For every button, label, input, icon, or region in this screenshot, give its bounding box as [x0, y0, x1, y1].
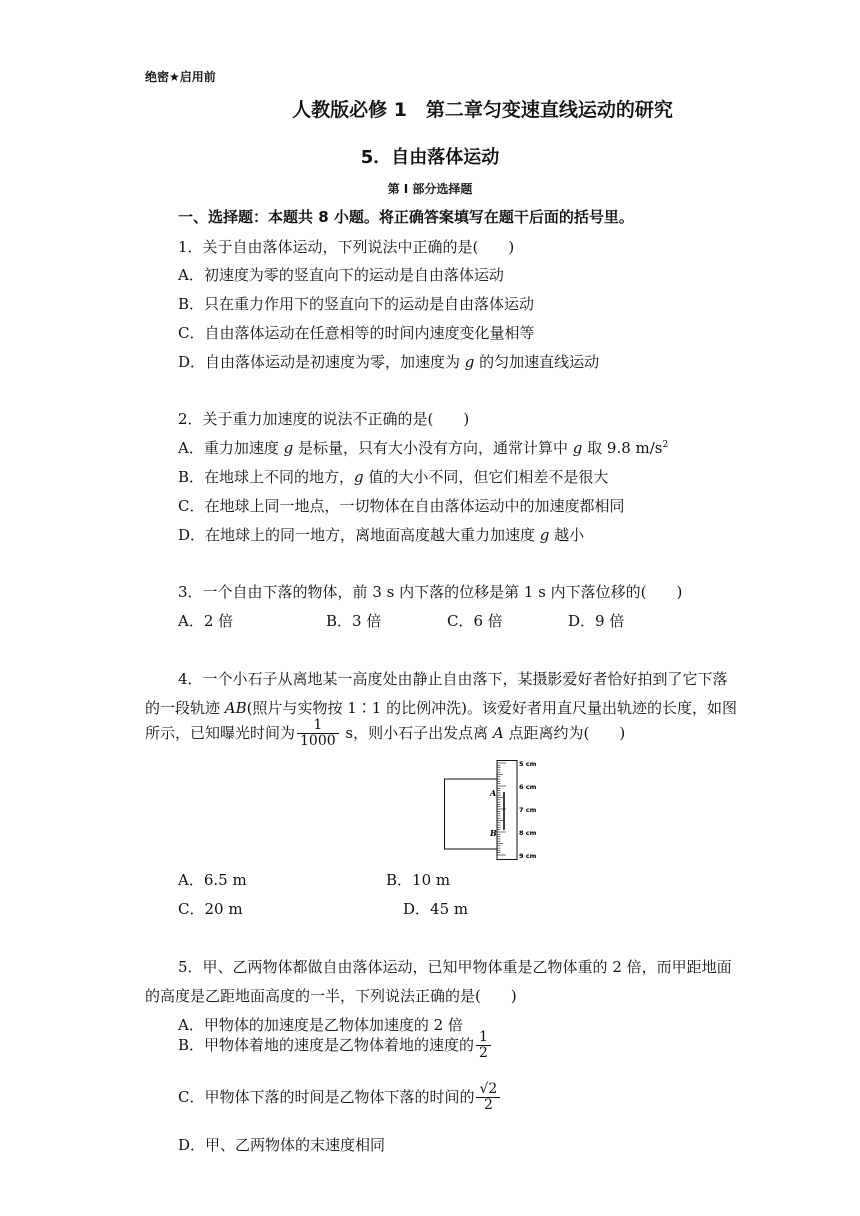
q5-option-a: A．甲物体的加速度是乙物体加速度的 2 倍	[178, 1016, 463, 1034]
q2-b-text: B．在地球上不同的地方，	[178, 468, 355, 486]
ruler-tick-labels	[519, 760, 537, 860]
q4-stem-line2	[145, 697, 737, 718]
ruler-tick-label: 7 cm	[519, 806, 537, 814]
q4-option-a: A．6.5 m	[178, 871, 247, 889]
ruler-tick-label: 8 cm	[519, 829, 537, 837]
ruler	[497, 761, 517, 860]
q3-option-c: C．6 倍	[447, 612, 503, 630]
secret-label: 绝密★启用前	[145, 70, 216, 84]
q2-option-c: C．在地球上同一地点，一切物体在自由落体运动中的加速度都相同	[178, 497, 625, 515]
q2-a-sup: 2	[662, 440, 669, 450]
q4-line2-text-end: (照片与实物按 1∶1 的比例冲洗)。该爱好者用直尺量出轨迹的长度，如图	[246, 699, 737, 717]
q2-a-g2: g	[572, 439, 583, 457]
q2-b-text-end: 值的大小不同，但它们相差不是很大	[363, 468, 609, 486]
q4-line2-text: 的一段轨迹	[145, 699, 225, 717]
q5-stem-line2: 的高度是乙距地面高度的一半，下列说法正确的是( )	[145, 987, 517, 1005]
ruler-figure	[444, 760, 544, 860]
q4-stem-line1: 4．一个小石子从离地某一高度处由静止自由落下，某摄影爱好者恰好拍到了它下落	[178, 670, 728, 688]
label-a: A	[490, 788, 497, 798]
q4-stem-line3	[145, 718, 625, 750]
q4-option-c: C．20 m	[178, 900, 243, 918]
q5-option-b	[178, 1030, 493, 1062]
q4-line2-ab: AB	[224, 699, 247, 717]
q5-c-fraction	[476, 1082, 500, 1114]
q4-exposure-fraction	[297, 718, 339, 750]
q4-line3-text: 所示，已知曝光时间为	[145, 723, 296, 742]
q2-a-text-mid: 是标量，只有大小没有方向，通常计算中	[293, 439, 573, 457]
q2-a-text: A．重力加速度	[178, 439, 284, 457]
q2-a-g: g	[283, 439, 294, 457]
q5-option-d: D．甲、乙两物体的末速度相同	[178, 1136, 386, 1154]
fraction-denominator: 2	[479, 1045, 488, 1062]
q1-option-b: B．只在重力作用下的竖直向下的运动是自由落体运动	[178, 295, 535, 313]
fraction-numerator: √2	[476, 1082, 500, 1098]
q4-option-d: D．45 m	[403, 900, 469, 918]
section-heading: 一、选择题：本题共 8 小题。将正确答案填写在题干后面的括号里。	[178, 208, 634, 226]
q5-option-c	[178, 1082, 502, 1114]
fraction-denominator: 1000	[300, 733, 336, 750]
q3-option-d: D．9 倍	[568, 612, 625, 630]
q2-d-g: g	[539, 526, 550, 544]
fraction-numerator: 1	[297, 718, 339, 734]
fraction-numerator: 1	[476, 1030, 491, 1046]
q2-b-g: g	[354, 468, 364, 486]
label-b: B	[490, 828, 497, 838]
q2-stem: 2．关于重力加速度的说法不正确的是( )	[178, 410, 470, 428]
q4-line3-a: A	[492, 723, 504, 742]
q2-d-text: D．在地球上的同一地方，离地面高度越大重力加速度	[178, 526, 540, 544]
document-title: 人教版必修 1 第二章匀变速直线运动的研究	[292, 99, 673, 121]
q4-line3-text-end: 点距离约为( )	[503, 723, 626, 742]
fraction-denominator: 2	[483, 1097, 493, 1114]
q4-line3-text-mid: s，则小石子出发点离	[340, 723, 493, 742]
q1-option-c: C．自由落体运动在任意相等的时间内速度变化量相等	[178, 324, 535, 342]
q3-option-b: B．3 倍	[326, 612, 382, 630]
q3-option-a: A．2 倍	[178, 612, 234, 630]
q1-d-text: D．自由落体运动是初速度为零，加速度为	[178, 353, 465, 371]
q5-stem-line1: 5．甲、乙两物体都做自由落体运动，已知甲物体重是乙物体重的 2 倍，而甲距地面	[178, 958, 732, 976]
q3-stem: 3．一个自由下落的物体，前 3 s 内下落的位移是第 1 s 内下落位移的( )	[178, 583, 683, 601]
ruler-tick-label: 9 cm	[519, 852, 537, 860]
ruler-tick-label: 6 cm	[519, 783, 537, 791]
ruler-tick-label: 5 cm	[519, 760, 537, 768]
q1-d-text-end: 的匀加速直线运动	[474, 353, 600, 371]
q2-d-text-end: 越小	[549, 526, 585, 544]
q5-b-fraction	[476, 1030, 491, 1062]
q5-b-text: B．甲物体着地的速度是乙物体着地的速度的	[178, 1035, 475, 1054]
q5-c-text: C．甲物体下落的时间是乙物体下落的时间的	[178, 1087, 475, 1106]
q1-stem: 1．关于自由落体运动，下列说法中正确的是( )	[178, 238, 515, 256]
q1-option-a: A．初速度为零的竖直向下的运动是自由落体运动	[178, 266, 504, 284]
q2-a-text-end: 取 9.8 m/s	[582, 439, 663, 457]
q4-option-b: B．10 m	[386, 871, 451, 889]
q2-option-b	[178, 466, 608, 487]
q2-option-d	[178, 524, 584, 545]
q2-option-a	[178, 437, 668, 458]
q1-d-g: g	[464, 353, 475, 371]
lesson-title: 5．自由落体运动	[360, 147, 500, 168]
part-title: 第 I 部分选择题	[387, 182, 473, 196]
q1-option-d	[178, 351, 599, 372]
